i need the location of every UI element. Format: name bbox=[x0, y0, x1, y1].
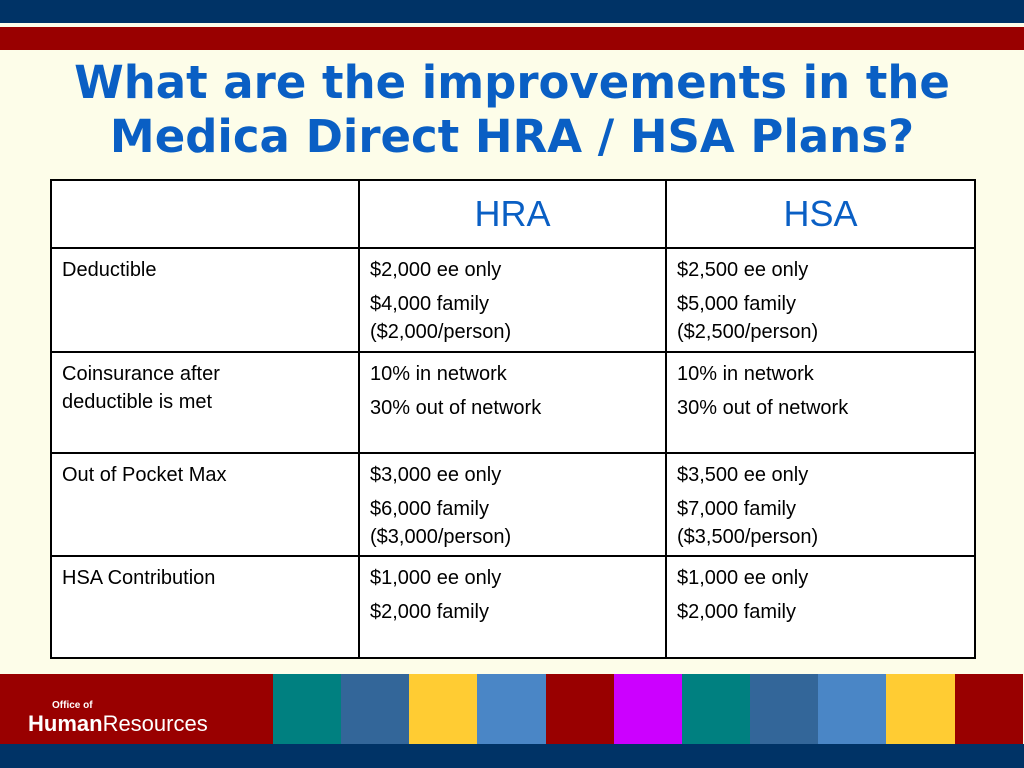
table-row-out-of-pocket-max bbox=[51, 453, 975, 556]
footer-swatch bbox=[409, 674, 477, 744]
hra-cell: $2,000 ee only $4,000 family ($2,000/person) bbox=[359, 248, 666, 352]
footer-swatch bbox=[886, 674, 955, 744]
slide-title-line-1: What are the improvements in the bbox=[74, 56, 950, 109]
row-label: Deductible bbox=[51, 248, 359, 352]
footer-swatch bbox=[818, 674, 886, 744]
hra-cell: 10% in network 30% out of network bbox=[359, 352, 666, 453]
hra-cell: $3,000 ee only $6,000 family ($3,000/person) bbox=[359, 453, 666, 556]
footer-swatch bbox=[341, 674, 409, 744]
footer-swatch bbox=[546, 674, 614, 744]
hsa-cell: $2,500 ee only $5,000 family ($2,500/person) bbox=[666, 248, 975, 352]
hr-logo bbox=[0, 674, 273, 744]
logo-resources: Resources bbox=[102, 711, 208, 736]
row-label: HSA Contribution bbox=[51, 556, 359, 658]
footer-navy-band bbox=[0, 744, 1024, 768]
plan-comparison-table bbox=[50, 179, 976, 659]
footer-color-strip bbox=[0, 674, 1024, 744]
header-hra: HRA bbox=[359, 180, 666, 248]
footer-swatch bbox=[273, 674, 341, 744]
table-row-coinsurance bbox=[51, 352, 975, 453]
logo-wordmark bbox=[28, 711, 208, 737]
row-label: Out of Pocket Max bbox=[51, 453, 359, 556]
logo-human: Human bbox=[28, 711, 103, 736]
hsa-cell: 10% in network 30% out of network bbox=[666, 352, 975, 453]
footer-swatch bbox=[477, 674, 546, 744]
color-swatches bbox=[273, 674, 1023, 744]
table-header-row bbox=[51, 180, 975, 248]
hra-cell: $1,000 ee only $2,000 family bbox=[359, 556, 666, 658]
header-hsa: HSA bbox=[666, 180, 975, 248]
slide-title-line-2: Medica Direct HRA / HSA Plans? bbox=[109, 110, 915, 163]
footer-swatch bbox=[750, 674, 818, 744]
hsa-cell: $1,000 ee only $2,000 family bbox=[666, 556, 975, 658]
footer-swatch bbox=[682, 674, 750, 744]
header-empty-cell bbox=[51, 180, 359, 248]
table-row-hsa-contribution bbox=[51, 556, 975, 658]
footer-swatch bbox=[955, 674, 1023, 744]
top-navy-band bbox=[0, 0, 1024, 23]
table-row-deductible bbox=[51, 248, 975, 352]
top-red-band bbox=[0, 27, 1024, 50]
footer-swatch bbox=[614, 674, 682, 744]
row-label: Coinsurance after deductible is met bbox=[51, 352, 359, 453]
hsa-cell: $3,500 ee only $7,000 family ($3,500/person) bbox=[666, 453, 975, 556]
logo-office-of: Office of bbox=[52, 700, 93, 711]
slide-title bbox=[0, 56, 1024, 164]
